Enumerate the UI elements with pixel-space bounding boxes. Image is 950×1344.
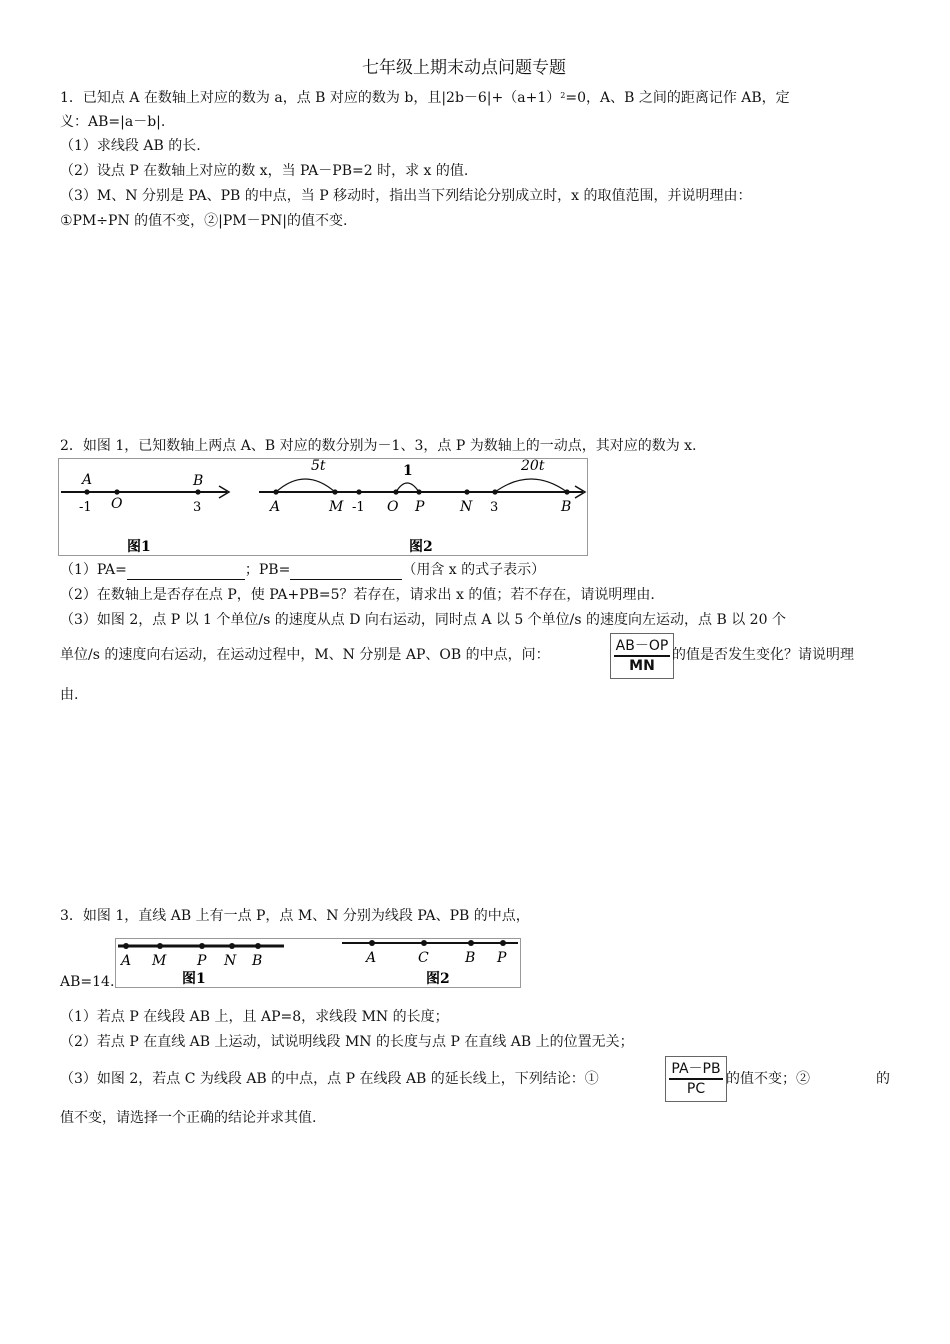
fig2-label-20t: 20t [521, 459, 545, 474]
q1-line1-b: =0，A、B 之间的距离记作 AB，定 [565, 90, 790, 106]
fig2-label-c: C [418, 950, 429, 966]
fig2-label-m: M [329, 499, 344, 515]
q1-part1: （1）求线段 AB 的长. [60, 138, 201, 154]
page-title: 七年级上期末动点问题专题 [362, 58, 566, 78]
fig2-caption: 图2 [409, 539, 433, 555]
fig2-point-p [416, 489, 421, 494]
q1-line1 [60, 88, 790, 108]
q3-intro: 3．如图 1，直线 AB 上有一点 P，点 M、N 分别为线段 PA、PB 的中点， [60, 908, 530, 924]
q3-part1: （1）若点 P 在线段 AB 上，且 AP=8，求线段 MN 的长度； [60, 1009, 449, 1025]
q2-part1-hint: （用含 x 的式子表示） [402, 562, 546, 578]
fig2-arc-1 [396, 483, 419, 492]
q3-fraction-numerator: PA－PB [671, 1061, 721, 1077]
q2-fraction-numerator: AB－OP [615, 638, 669, 654]
fig2-point-3 [492, 489, 497, 494]
fig1-label-p: P [197, 953, 207, 969]
fig2-label-b: B [465, 950, 476, 966]
fig1-point-a [84, 489, 89, 494]
fig1-tick-3: 3 [193, 500, 202, 515]
fig2-point-p [500, 940, 506, 946]
fig1-label-a: A [121, 953, 132, 969]
q3-part2: （2）若点 P 在直线 AB 上运动，试说明线段 MN 的长度与点 P 在直线 AB 上的位置无关； [60, 1034, 634, 1050]
q2-intro: 2．如图 1，已知数轴上两点 A、B 对应的数分别为－1、3，点 P 为数轴上的一动点，其对应的数为 x. [60, 438, 697, 454]
fig2-label-a: A [270, 499, 281, 515]
fig2-point-c [421, 940, 427, 946]
pa-answer-blank[interactable] [127, 563, 245, 580]
q2-part1 [60, 560, 545, 580]
q2-part2: （2）在数轴上是否存在点 P，使 PA+PB=5？若存在，请求出 x 的值；若不存在，请说明理由. [60, 587, 655, 603]
q3-ab-length: AB=14. [60, 974, 115, 990]
fig2-label-5t: 5t [311, 459, 326, 474]
q2-part3-line1: （3）如图 2，点 P 以 1 个单位/s 的速度从点 D 向右运动，同时点 A 以 5 个单位/s 的速度向左运动，点 B 以 20 个 [60, 612, 786, 628]
fig2-point-minus1 [356, 489, 361, 494]
q2-part3-line2a: 单位/s 的速度向右运动，在运动过程中，M、N 分别是 AP、OB 的中点，问： [60, 647, 550, 663]
fig1-label-a: A [82, 472, 93, 488]
fig2-point-m [332, 489, 337, 494]
fig1-point-n [229, 943, 235, 949]
fig1-point-o [114, 489, 119, 494]
fig2-label-p: P [497, 950, 507, 966]
q2-part1-pb-label: ；PB= [244, 562, 291, 578]
fig1-caption: 图1 [182, 971, 206, 987]
fig1-point-m [157, 943, 163, 949]
q3-part3-a: （3）如图 2，若点 C 为线段 AB 的中点，点 P 在线段 AB 的延长线上，下列结论：① [60, 1071, 599, 1087]
fig1-point-a [123, 943, 129, 949]
q3-part3-b: 的值不变；② [726, 1071, 810, 1087]
q2-number-lines [59, 459, 587, 555]
fig2-point-a [273, 489, 278, 494]
q3-fraction-denominator: PC [686, 1081, 706, 1097]
q1-part3-conclusions: ①PM÷PN 的值不变，②|PM－PN|的值不变. [60, 213, 348, 229]
q1-part3: （3）M、N 分别是 PA、PB 的中点，当 P 移动时，指出当下列结论分别成立时，x 的取值范围，并说明理由： [60, 188, 752, 204]
fig1-point-p [199, 943, 205, 949]
fig1-label-b: B [252, 953, 263, 969]
fig2-label-p: P [415, 499, 425, 515]
q3-part3-line2: 值不变，请选择一个正确的结论并求其值. [60, 1110, 317, 1126]
q3-lines [116, 939, 520, 987]
q2-part3-line2b: 的值是否发生变化？请说明理 [672, 647, 854, 663]
q2-fraction-denominator: MN [629, 658, 655, 674]
q3-fraction [665, 1056, 727, 1102]
q1-line2: 义：AB=|a－b|. [60, 114, 166, 130]
q1-part2: （2）设点 P 在数轴上对应的数 x，当 PA－PB=2 时，求 x 的值. [60, 163, 469, 179]
fig2-label-o: O [387, 499, 399, 515]
fig1-label-n: N [224, 953, 237, 969]
fig2-point-b [468, 940, 474, 946]
q3-part3-c: 的 [876, 1071, 890, 1087]
fig2-tick-minus1: -1 [352, 500, 365, 515]
q2-fraction [610, 633, 674, 679]
q2-part3-line3: 由. [60, 687, 79, 703]
fig1-label-m: M [152, 953, 167, 969]
fig2-label-b: B [561, 499, 572, 515]
fig2-point-o [393, 489, 398, 494]
fig2-point-b [564, 489, 569, 494]
fig2-point-n [464, 489, 469, 494]
fig2-arc-20t [495, 479, 567, 492]
fig2-point-a [369, 940, 375, 946]
fig1-tick-minus1: -1 [79, 500, 92, 515]
fig1-label-b: B [193, 473, 204, 489]
q2-part1-pa-label: （1）PA= [60, 562, 127, 578]
q1-line1-a: 1．已知点 A 在数轴上对应的数为 a，点 B 对应的数为 b，且|2b－6|+（a+1） [60, 90, 561, 106]
fig2-label-1: 1 [403, 463, 413, 479]
pb-answer-blank[interactable] [290, 563, 402, 580]
fig2-label-a: A [366, 950, 377, 966]
fig1-caption: 图1 [127, 539, 151, 555]
fig1-point-b [255, 943, 261, 949]
fig2-arc-5t [276, 479, 335, 492]
fig1-point-b [195, 489, 200, 494]
fig1-label-o: O [111, 496, 123, 512]
q3-figure [115, 938, 521, 988]
fig2-tick-3: 3 [490, 500, 499, 515]
q1-superscript: 2 [560, 91, 566, 100]
fig2-caption: 图2 [426, 971, 450, 987]
fig2-label-n: N [460, 499, 473, 515]
q2-figure [58, 458, 588, 556]
